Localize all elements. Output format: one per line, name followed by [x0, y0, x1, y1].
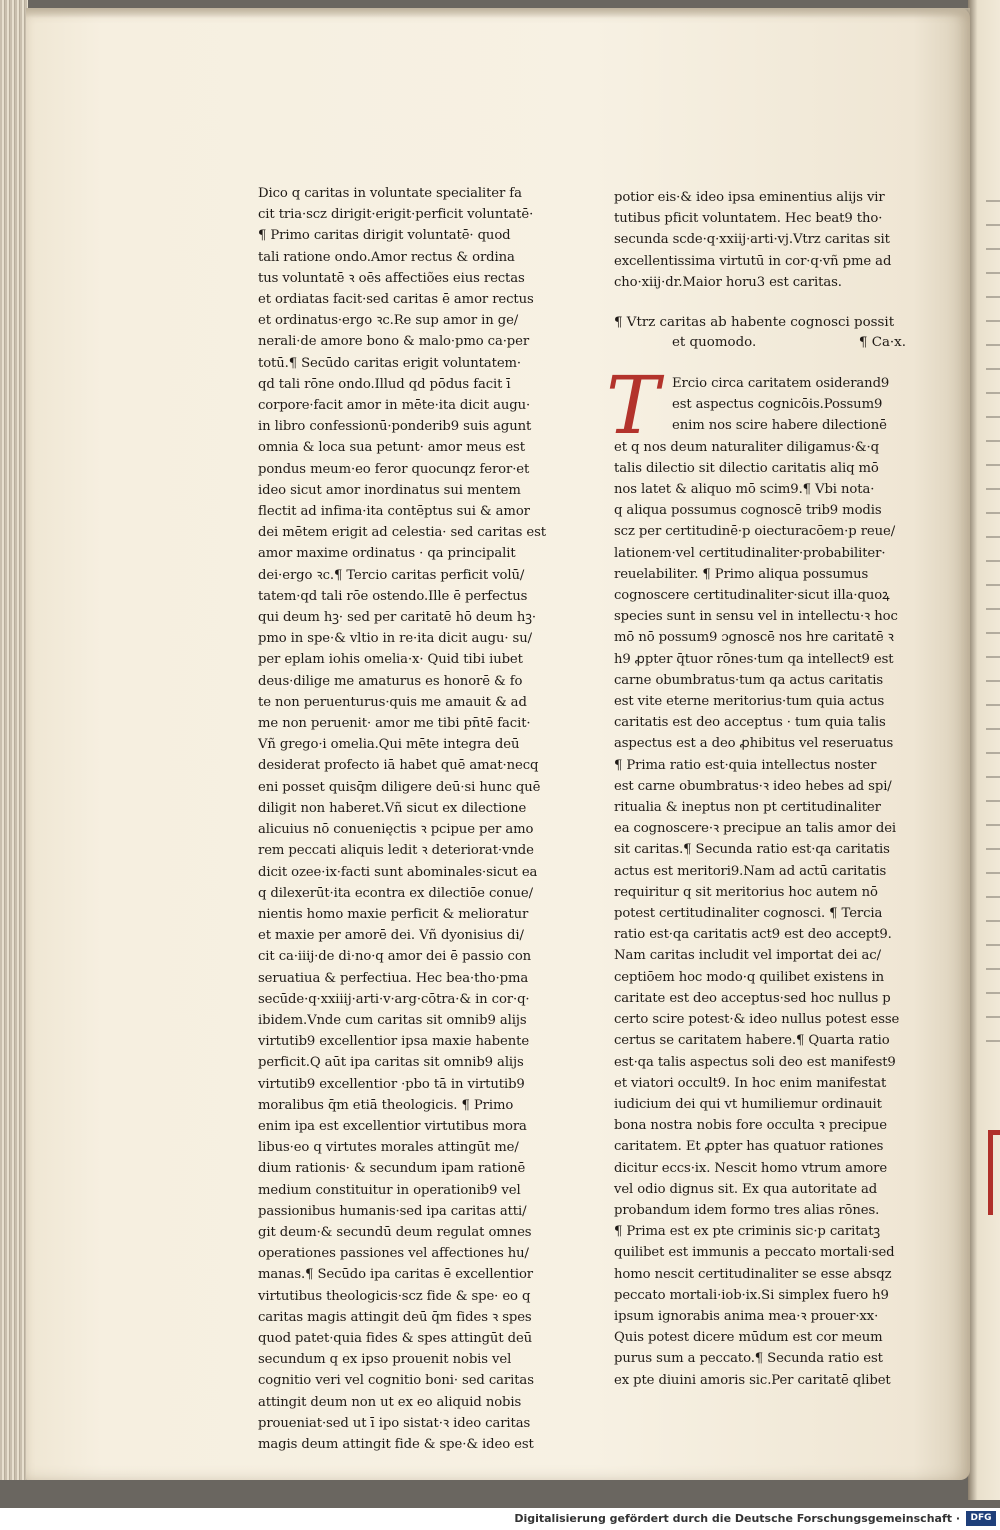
- text-line: enim ipa est excellentior virtutibus mora: [258, 1118, 527, 1134]
- red-initial-letter: T: [606, 359, 660, 452]
- facing-page-text-edge: [986, 200, 1000, 1060]
- chapter-heading-line-2-text: et quomodo.: [672, 335, 757, 350]
- text-line: ¶ Prima est ex pte criminis sic·p caritatꝫ: [614, 1224, 881, 1240]
- text-line: pmo in spe·& vltio in re·ita dicit augu· su/: [258, 631, 532, 647]
- text-line: est aspectus cognicōis.Possum9: [672, 397, 883, 413]
- text-line: tatem·qd tali rōe ostendo.Ille ē perfectus: [258, 588, 528, 604]
- text-line: q dilexerūt·ita econtra ex dilectiōe conue/: [258, 885, 533, 901]
- text-line: moralibus q̄m etiā theologicis. ¶ Primo: [258, 1097, 514, 1113]
- text-line: est vite eterne meritorius·tum quia actus: [614, 694, 885, 710]
- text-line: cognitio veri vel cognitio boni· sed caritas: [258, 1373, 534, 1389]
- text-line: totū.¶ Secūdo caritas erigit voluntatem·: [258, 355, 522, 371]
- text-line: homo nescit certitudinaliter se esse absqz: [614, 1266, 892, 1282]
- text-line: scz per certitudinē·p oiecturacōem·p reue/: [614, 524, 896, 540]
- text-line: nientis homo maxie perficit & melioratur: [258, 906, 529, 922]
- text-line: peccato mortali·iob·ix.Si simplex fuero h9: [614, 1287, 889, 1303]
- chapter-heading-line-1: ¶ Vtrz caritas ab habente cognosci possit: [614, 315, 895, 330]
- text-line: ritualia & ineptus non pt certitudinaliter: [614, 800, 881, 816]
- text-line: et maxie per amorē dei. Vñ dyonisius di/: [258, 928, 524, 944]
- text-line: nerali·de amore bono & malo·pmo ca·per: [258, 334, 530, 350]
- text-line: requiritur q sit meritorius hoc autem nō: [614, 884, 878, 900]
- text-line: eni posset quisq̄m diligere deū·si hunc quē: [258, 779, 541, 795]
- text-line: operationes passiones vel affectiones hu/: [258, 1246, 529, 1262]
- text-line: secunda scde·q·xxiij·arti·vj.Vtrz caritas sit: [614, 232, 890, 248]
- text-line: amor maxime ordinatus · qa principalit: [258, 546, 516, 562]
- chapter-heading: [614, 313, 910, 353]
- text-line: proueniat·sed ut ī ipo sistat·ꝛ ideo caritas: [258, 1415, 531, 1431]
- text-line: tutibus pficit voluntatem. Hec beat9 tho·: [614, 211, 883, 227]
- text-line: pondus meum·eo feror quocunqz feror·et: [258, 461, 530, 477]
- footer-credit: Digitalisierung gefördert durch die Deutsche Forschungsgemeinschaft ·: [514, 1512, 960, 1525]
- left-text-column: [258, 183, 548, 1455]
- text-line: certus se caritatem habere.¶ Quarta ratio: [614, 1033, 890, 1049]
- text-line: mō nō possum9 ɔgnoscē nos hre caritatē ꝛ: [614, 630, 894, 646]
- text-line: Quis potest dicere mūdum est cor meum: [614, 1330, 883, 1346]
- text-line: iudicium dei qui vt humiliemur ordinauit: [614, 1096, 882, 1112]
- text-line: Ercio circa caritatem osiderand9: [672, 376, 890, 391]
- text-line: et q nos deum naturaliter diligamus·&·q: [614, 439, 879, 455]
- text-line: certo scire potest·& ideo nullus potest esse: [614, 1012, 900, 1028]
- text-line: secūde·q·xxiiij·arti·v·arg·cōtra·& in cor·q·: [258, 991, 530, 1007]
- text-line: ipsum ignorabis anima mea·ꝛ prouer·xx·: [614, 1308, 879, 1324]
- text-line: h9 ꝓpter q̄tuor rōnes·tum qa intellect9 est: [614, 651, 894, 667]
- text-line: te non peruenturus·quis me amauit & ad: [258, 694, 527, 710]
- text-line: Vñ grego·i omelia.Qui mēte integra deū: [258, 737, 520, 753]
- text-line: excellentissima virtutū in cor·q·vñ pme ad: [614, 253, 892, 269]
- text-line: et viatori occult9. In hoc enim manifestat: [614, 1075, 887, 1091]
- text-line: tus voluntatē ꝛ oēs affectiões eius rectas: [258, 270, 525, 286]
- text-line: dei·ergo ꝛc.¶ Tercio caritas perficit volū/: [258, 567, 525, 583]
- text-line: potior eis·& ideo ipsa eminentius alijs vir: [614, 190, 885, 205]
- text-line: bona nostra nobis fore occulta ꝛ precipue: [614, 1118, 887, 1134]
- text-line: ceptiōem hoc modo·q quilibet existens in: [614, 969, 885, 985]
- text-line: quod patet·quia fides & spes attingūt deū: [258, 1330, 533, 1346]
- text-line: manas.¶ Secūdo ipa caritas ē excellentior: [258, 1267, 533, 1283]
- text-line: desiderat profecto iā habet quē amat·necq: [258, 758, 539, 774]
- text-line: ea cognoscere·ꝛ precipue an talis amor dei: [614, 821, 897, 837]
- text-line: virtutibus theologicis·scz fide & spe· eo q: [258, 1288, 531, 1304]
- right-column-top-text: [614, 187, 910, 293]
- text-line: ex pte diuini amoris sic.Per caritatē qlibet: [614, 1372, 891, 1388]
- text-line: libus·eo q virtutes morales attingūt me/: [258, 1140, 519, 1156]
- text-line: ideo sicut amor inordinatus sui mentem: [258, 482, 521, 498]
- text-line: qd tali rōne ondo.Illud qd pōdus facit ī: [258, 376, 511, 392]
- text-line: virtutib9 excellentior ·pbo tā in virtutib9: [258, 1076, 525, 1092]
- text-line: Nam caritas includit vel importat dei ac/: [614, 948, 881, 964]
- text-line: caritas magis attingit deū q̄m fides ꝛ spes: [258, 1309, 532, 1325]
- text-line: passionibus humanis·sed ipa caritas atti/: [258, 1203, 527, 1219]
- text-line: git deum·& secundū deum regulat omnes: [258, 1224, 532, 1240]
- text-line: Dico q caritas in voluntate specialiter fa: [258, 186, 522, 201]
- text-line: qui deum hꝫ· sed per caritatē hō deum hꝫ·: [258, 610, 536, 626]
- text-line: enim nos scire habere dilectionē: [672, 418, 887, 434]
- dfg-logo-icon: DFG: [966, 1511, 996, 1526]
- text-line: quilibet est immunis a peccato mortali·sed: [614, 1245, 895, 1261]
- text-line: reuelabiliter. ¶ Primo aliqua possumus: [614, 566, 869, 582]
- text-line: lationem·vel certitudinaliter·probabiliter·: [614, 545, 886, 561]
- text-line: dicitur eccs·ix. Nescit homo vtrum amore: [614, 1160, 888, 1176]
- text-line: dei mētem erigit ad celestia· sed caritas est: [258, 525, 546, 541]
- text-line: corpore·facit amor in mēte·ita dicit augu·: [258, 398, 531, 414]
- text-line: tali ratione ondo.Amor rectus & ordina: [258, 249, 515, 265]
- text-line: caritatis est deo acceptus · tum quia talis: [614, 715, 886, 731]
- text-line: diligit non haberet.Vñ sicut ex dilectione: [258, 800, 527, 816]
- text-line: carne obumbratus·tum qa actus caritatis: [614, 672, 884, 688]
- text-line: cho·xiij·dr.Maior horu3 est caritas.: [614, 274, 842, 290]
- book-page-edges: [0, 0, 28, 1480]
- text-line: deus·dilige me amaturus es honorē & fo: [258, 673, 523, 689]
- text-line: perficit.Q aūt ipa caritas sit omnib9 alijs: [258, 1055, 524, 1071]
- text-line: ratio est·qa caritatis act9 est deo accept9.: [614, 927, 892, 943]
- text-line: caritatem. Et ꝓpter has quatuor rationes: [614, 1139, 884, 1155]
- text-line: rem peccati aliquis ledit ꝛ deteriorat·vnde: [258, 843, 534, 859]
- text-line: potest certitudinaliter cognosci. ¶ Tercia: [614, 906, 883, 922]
- text-line: alicuius nō conuenięctis ꝛ pcipue per amo: [258, 822, 534, 838]
- text-line: per eplam iohis omelia·x· Quid tibi iubet: [258, 652, 523, 668]
- text-line: medium constituitur in operationib9 vel: [258, 1182, 521, 1198]
- text-line: et ordiatas facit·sed caritas ē amor rectus: [258, 292, 534, 308]
- text-line: est carne obumbratus·ꝛ ideo hebes ad spi/: [614, 778, 892, 794]
- text-line: cit ca·iiij·de di·no·q amor dei ē passio con: [258, 949, 532, 965]
- text-line: cognoscere certitudinaliter·sicut illa·quoꝝ: [614, 588, 890, 604]
- text-line: dium rationis· & secundum ipam rationē: [258, 1161, 526, 1177]
- text-line: caritate est deo acceptus·sed hoc nullus p: [614, 990, 891, 1006]
- text-line: vel odio dignus sit. Ex qua autoritate ad: [614, 1181, 878, 1197]
- text-line: dicit ozee·ix·facti sunt abominales·sicut ea: [258, 864, 538, 880]
- text-line: sit caritas.¶ Secunda ratio est·qa caritatis: [614, 842, 890, 858]
- text-line: ibidem.Vnde cum caritas sit omnib9 alijs: [258, 1012, 527, 1028]
- text-line: magis deum attingit fide & spe·& ideo est: [258, 1436, 534, 1452]
- text-line: cit tria·scz dirigit·erigit·perficit voluntatē·: [258, 207, 534, 223]
- text-line: q aliqua possumus cognoscē trib9 modis: [614, 503, 882, 519]
- text-line: aspectus est a deo ꝓhibitus vel reseruatus: [614, 736, 894, 752]
- chapter-number: ¶ Ca·x.: [858, 335, 906, 350]
- text-line: species sunt in sensu vel in intellectu·ꝛ hoc: [614, 609, 898, 625]
- text-line: et ordinatus·ergo ꝛc.Re sup amor in ge/: [258, 313, 519, 329]
- text-line: talis dilectio sit dilectio caritatis aliq mō: [614, 460, 879, 476]
- text-line: actus est meritori9.Nam ad actū caritatis: [614, 863, 887, 879]
- text-line: attingit deum non ut ex eo aliquid nobis: [258, 1394, 522, 1410]
- text-line: secundum q ex ipso prouenit nobis vel: [258, 1352, 512, 1368]
- text-line: me non peruenit· amor me tibi pn̄tē facit·: [258, 716, 531, 732]
- text-line: probandum idem formo tres alias rōnes.: [614, 1202, 880, 1218]
- page-top-edge: [26, 8, 970, 18]
- facing-page-red-initial: [988, 1130, 1000, 1215]
- text-line: nos latet & aliquo mō scim9.¶ Vbi nota·: [614, 482, 875, 498]
- text-line: virtutib9 excellentior ipsa maxie habente: [258, 1034, 530, 1050]
- text-line: in libro confessionū·ponderib9 suis agunt: [258, 419, 532, 435]
- text-line: ¶ Prima ratio est·quia intellectus noster: [614, 757, 877, 773]
- footer-bar: [0, 1508, 1000, 1530]
- right-text-column: [614, 373, 910, 1391]
- text-line: purus sum a peccato.¶ Secunda ratio est: [614, 1351, 883, 1367]
- text-line: seruatiua & perfectiua. Hec bea·tho·pma: [258, 970, 529, 986]
- text-line: omnia & loca sua petunt· amor meus est: [258, 440, 525, 456]
- text-line: est·qa talis aspectus soli deo est manifest9: [614, 1054, 896, 1070]
- text-line: flectit ad infima·ita contēptus sui & amor: [258, 504, 530, 520]
- text-line: ¶ Primo caritas dirigit voluntatē· quod: [258, 228, 511, 244]
